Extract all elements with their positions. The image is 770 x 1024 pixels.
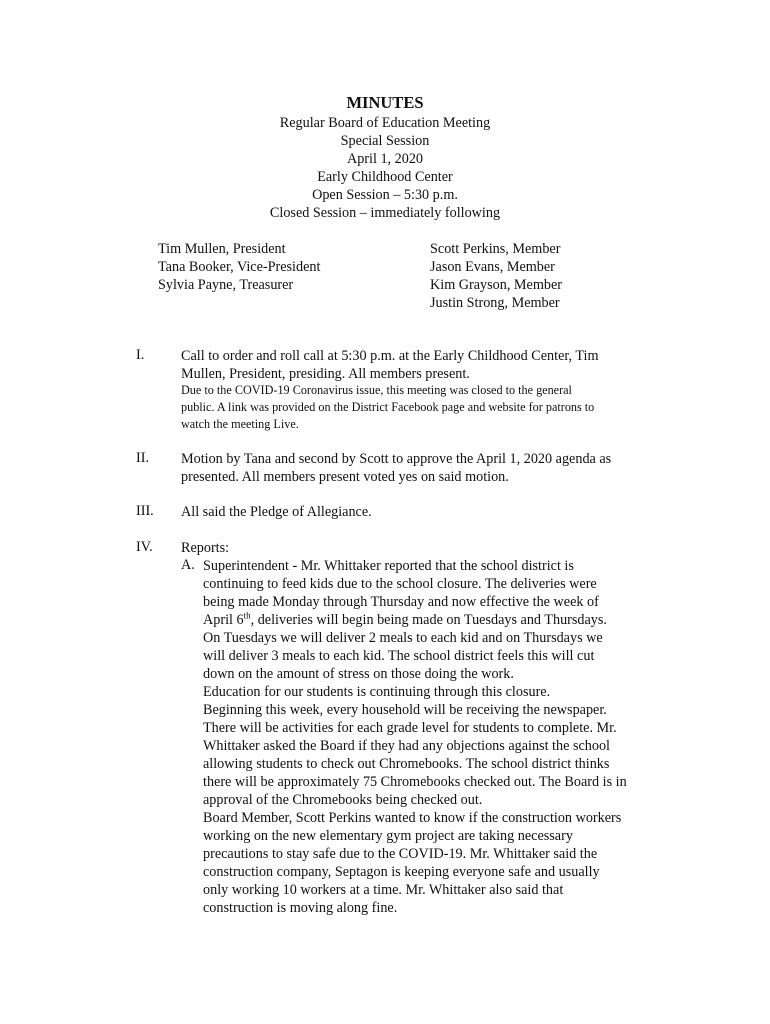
section-number: IV. [136,539,153,555]
report-text: Superintendent - Mr. Whittaker reported that the school district is continuing to feed kids due to the school closure. The deliveries were being made Monday through Thursday and now effective the week of April 6th, deliveries will begin being made on Tuesdays and Thursdays. On Tuesdays we will deliver 2 meals to each kid and on Thursdays we will deliver 3 meals to each kid. The school district feels this will cut down on the amount of stress on those doing the work. Education for our students is continuing through this closure. Beginning this week, every household will be receiving the newspaper. There will be activities for each grade level for students to complete. Mr. Whittaker asked the Board if they had any objections against the school allowing students to check out Chromebooks. The school district thinks there will be approximately 75 Chromebooks checked out. The Board is in approval of the Chromebooks being checked out. Board Member, Scott Perkins wanted to know if the construction workers working on the new elementary gym project are taking necessary precautions to stay safe due to the COVID-19. Mr. Whittaker said the construction company, Septagon is keeping everyone safe and usually only working 10 workers at a time. Mr. Whittaker also said that construction is moving along fine. [203,557,663,917]
member-name: Jason Evans, Member [430,259,555,275]
section-text: All said the Pledge of Allegiance. [181,504,372,520]
subitem-label: A. [181,557,195,573]
member-name: Justin Strong, Member [430,295,560,311]
section-number: I. [136,347,145,363]
member-name: Tana Booker, Vice-President [158,259,321,275]
section-number: III. [136,503,154,519]
covid-note: Due to the COVID-19 Coronavirus issue, this meeting was closed to the general public. A link was provided on the District Facebook page and website for patrons to watch the meeting Live. [181,383,595,431]
meeting-location: Early Childhood Center [317,169,453,185]
section-text: Motion by Tana and second by Scott to approve the April 1, 2020 agenda as presented. All members present voted yes on said motion. [181,451,612,485]
member-name: Scott Perkins, Member [430,241,561,257]
officers-list [158,240,320,294]
member-name: Kim Grayson, Member [430,277,562,293]
session-type: Special Session [340,133,430,149]
closed-session-time: Closed Session – immediately following [269,205,501,221]
april-line: April 6th, deliveries will begin being made on Tuesdays and Thursdays. [203,610,607,628]
members-list [430,240,562,312]
meeting-type: Regular Board of Education Meeting [279,115,491,131]
meeting-date: April 1, 2020 [346,151,424,167]
section-text: Call to order and roll call at 5:30 p.m. at the Early Childhood Center, Tim Mullen, President, presiding. All members present. [181,348,599,382]
section-heading: Reports: [181,540,230,556]
member-name: Sylvia Payne, Treasurer [158,277,294,293]
member-name: Tim Mullen, President [158,241,286,257]
document-title: MINUTES [346,93,424,112]
open-session-time: Open Session – 5:30 p.m. [312,187,458,203]
section-number: II. [136,450,149,466]
